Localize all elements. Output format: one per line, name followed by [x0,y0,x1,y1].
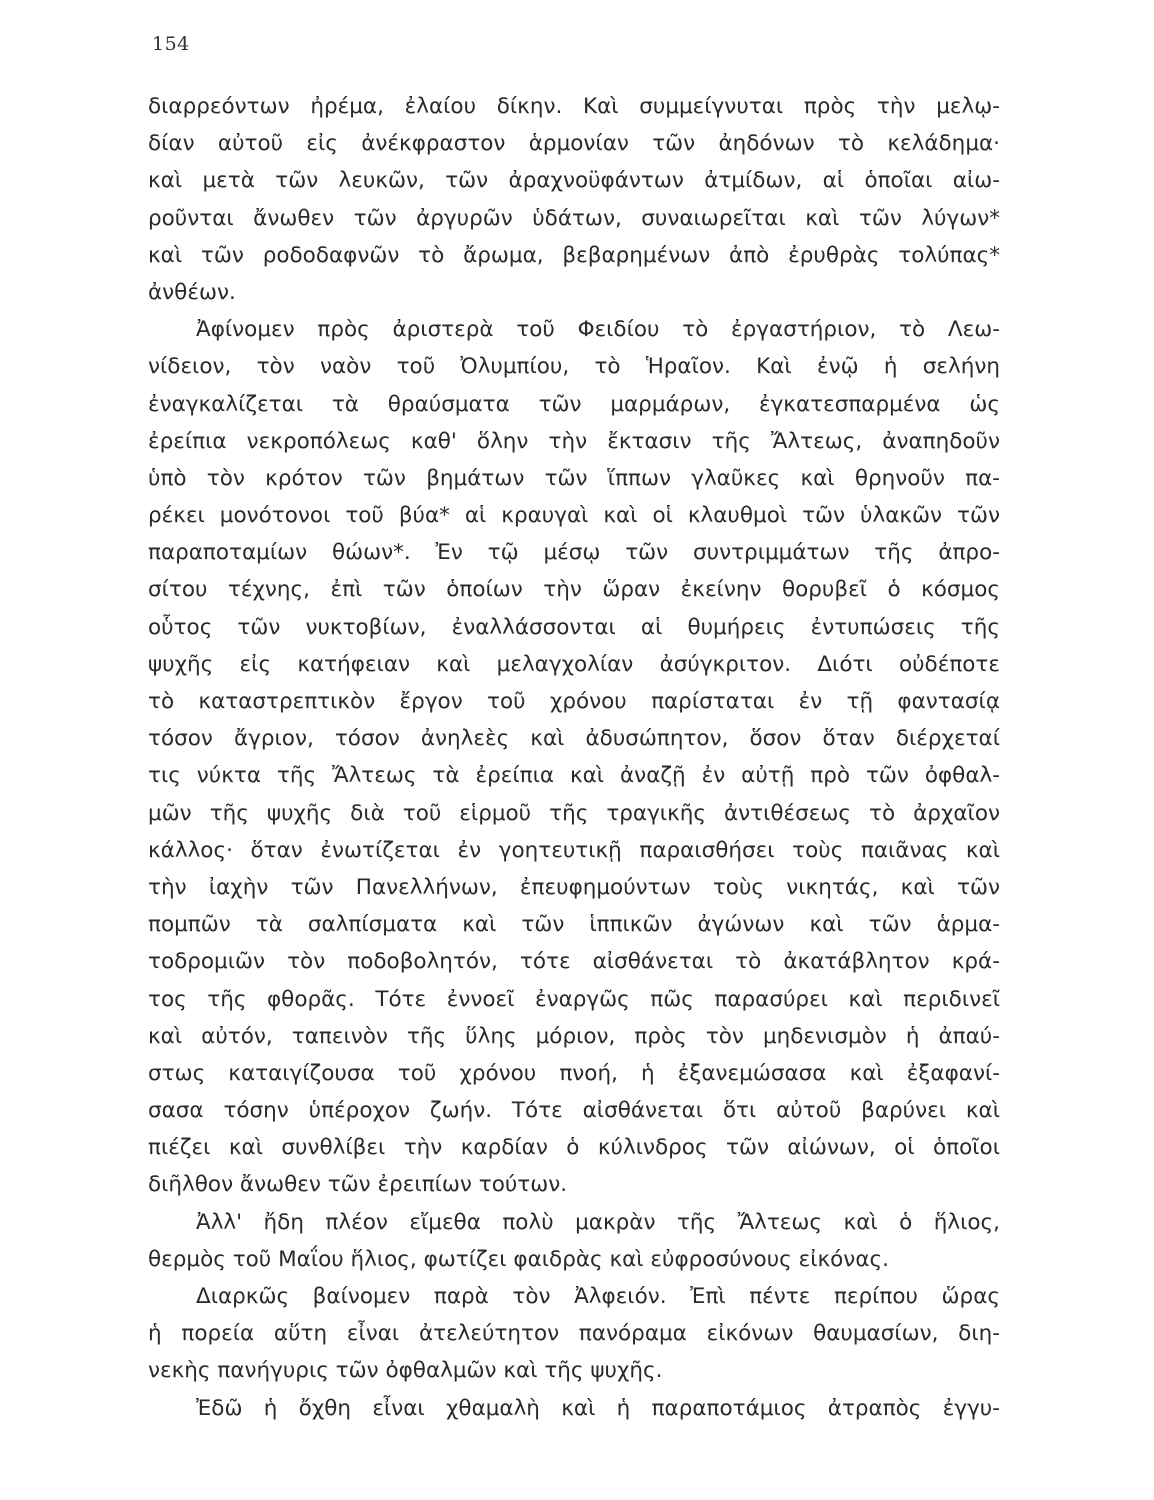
page-number: 154 [152,33,190,55]
text-line: νεκὴς πανήγυρις τῶν ὀφθαλμῶν καὶ τῆς ψυχῆς. [148,1358,663,1384]
text-line: διαρρεόντων ἠρέμα, ἐλαίου δίκην. Καὶ συμμείγνυται πρὸς τὴν μελῳ- [148,94,1000,119]
text-line: τὴν ἰαχὴν τῶν Πανελλήνων, ἐπευφημούντων τοὺς νικητάς, καὶ τῶν [148,874,1000,900]
text-line: Διαρκῶς βαίνομεν παρὰ τὸν Ἀλφειόν. Ἐπὶ πέντε περίπου ὥρας [196,1284,1000,1309]
text-line: ψυχῆς εἰς κατήφειαν καὶ μελαγχολίαν ἀσύγκριτον. Διότι οὐδέποτε [148,651,1000,677]
text-line: τόσον ἄγριον, τόσον ἀνηλεὲς καὶ ἀδυσώπητον, ὅσον ὅταν διέρχεταί [148,726,1000,752]
text-body [148,88,1000,1427]
text-line: ροῦνται ἄνωθεν τῶν ἀργυρῶν ὑδάτων, συναιωρεῖται καὶ τῶν λύγων* [148,205,1000,231]
text-line: Ἐδῶ ἡ ὄχθη εἶναι χθαμαλὴ καὶ ἡ παραποτάμιος ἀτραπὸς ἐγγυ- [196,1395,1000,1421]
text-line: δίαν αὐτοῦ εἰς ἀνέκφραστον ἁρμονίαν τῶν ἀηδόνων τὸ κελάδημα· [148,131,1000,157]
text-line: ἐρείπια νεκροπόλεως καθ' ὅλην τὴν ἔκτασιν τῆς Ἄλτεως, ἀναπηδοῦν [148,428,1000,454]
text-line: σίτου τέχνης, ἐπὶ τῶν ὁποίων τὴν ὥραν ἐκείνην θορυβεῖ ὁ κόσμος [148,577,1000,603]
text-line: κάλλος· ὅταν ἐνωτίζεται ἐν γοητευτικῇ παραισθήσει τοὺς παιᾶνας καὶ [148,837,1000,863]
text-line: Ἀλλ' ἤδη πλέον εἴμεθα πολὺ μακρὰν τῆς Ἄλτεως καὶ ὁ ἥλιος, [196,1209,1000,1235]
text-line: ὑπὸ τὸν κρότον τῶν βημάτων τῶν ἵππων γλαῦκες καὶ θρηνοῦν πα- [148,465,1000,491]
text-line: τις νύκτα τῆς Ἄλτεως τὰ ἐρείπια καὶ ἀναζῇ ἐν αὐτῇ πρὸ τῶν ὀφθαλ- [148,763,1000,789]
text-line: οὗτος τῶν νυκτοβίων, ἐναλλάσσονται αἱ θυμήρεις ἐντυπώσεις τῆς [148,614,1000,640]
text-line: θερμὸς τοῦ Μαΐου ἥλιος, φωτίζει φαιδρὰς καὶ εὐφροσύνους εἰκόνας. [148,1246,889,1272]
text-line: ἀνθέων. [148,279,236,305]
text-line: ρέκει μονότονοι τοῦ βύα* αἱ κραυγαὶ καὶ οἱ κλαυθμοὶ τῶν ὑλακῶν τῶν [148,503,1000,529]
text-line: καὶ μετὰ τῶν λευκῶν, τῶν ἀραχνοϋφάντων ἀτμίδων, αἱ ὁποῖαι αἰω- [148,168,1000,194]
text-line: Ἀφίνομεν πρὸς ἀριστερὰ τοῦ Φειδίου τὸ ἐργαστήριον, τὸ Λεω- [196,317,1000,343]
text-line: νίδειον, τὸν ναὸν τοῦ Ὀλυμπίου, τὸ Ἡραῖον. Καὶ ἐνῷ ἡ σελήνη [148,354,1000,380]
text-line: πιέζει καὶ συνθλίβει τὴν καρδίαν ὁ κύλινδρος τῶν αἰώνων, οἱ ὁποῖοι [148,1135,1000,1161]
text-line: σασα τόσην ὑπέροχον ζωήν. Τότε αἰσθάνεται ὅτι αὐτοῦ βαρύνει καὶ [148,1098,1000,1124]
text-line: παραποταμίων θώων*. Ἐν τῷ μέσῳ τῶν συντριμμάτων τῆς ἀπρο- [148,540,1000,566]
text-line: καὶ αὐτόν, ταπεινὸν τῆς ὕλης μόριον, πρὸς τὸν μηδενισμὸν ἡ ἀπαύ- [148,1023,1000,1049]
text-line: στως καταιγίζουσα τοῦ χρόνου πνοή, ἡ ἐξανεμώσασα καὶ ἐξαφανί- [148,1060,1000,1086]
text-line: μῶν τῆς ψυχῆς διὰ τοῦ εἱρμοῦ τῆς τραγικῆς ἀντιθέσεως τὸ ἀρχαῖον [148,800,1000,826]
text-line: τος τῆς φθορᾶς. Τότε ἐννοεῖ ἐναργῶς πῶς παρασύρει καὶ περιδινεῖ [148,986,1000,1012]
text-line: ἡ πορεία αὕτη εἶναι ἀτελεύτητον πανόραμα εἰκόνων θαυμασίων, διη- [148,1321,1000,1347]
text-line: καὶ τῶν ροδοδαφνῶν τὸ ἄρωμα, βεβαρημένων ἀπὸ ἐρυθρὰς τολύπας* [148,242,1000,268]
text-line: τὸ καταστρεπτικὸν ἔργον τοῦ χρόνου παρίσταται ἐν τῇ φαντασίᾳ [148,689,1000,714]
text-line: διῆλθον ἄνωθεν τῶν ἐρειπίων τούτων. [148,1172,568,1198]
text-line: τοδρομιῶν τὸν ποδοβολητόν, τότε αἰσθάνεται τὸ ἀκατάβλητον κρά- [148,949,1000,975]
text-line: ἐναγκαλίζεται τὰ θραύσματα τῶν μαρμάρων, ἐγκατεσπαρμένα ὡς [148,391,1000,417]
text-line: πομπῶν τὰ σαλπίσματα καὶ τῶν ἱππικῶν ἀγώνων καὶ τῶν ἁρμα- [148,912,1000,938]
